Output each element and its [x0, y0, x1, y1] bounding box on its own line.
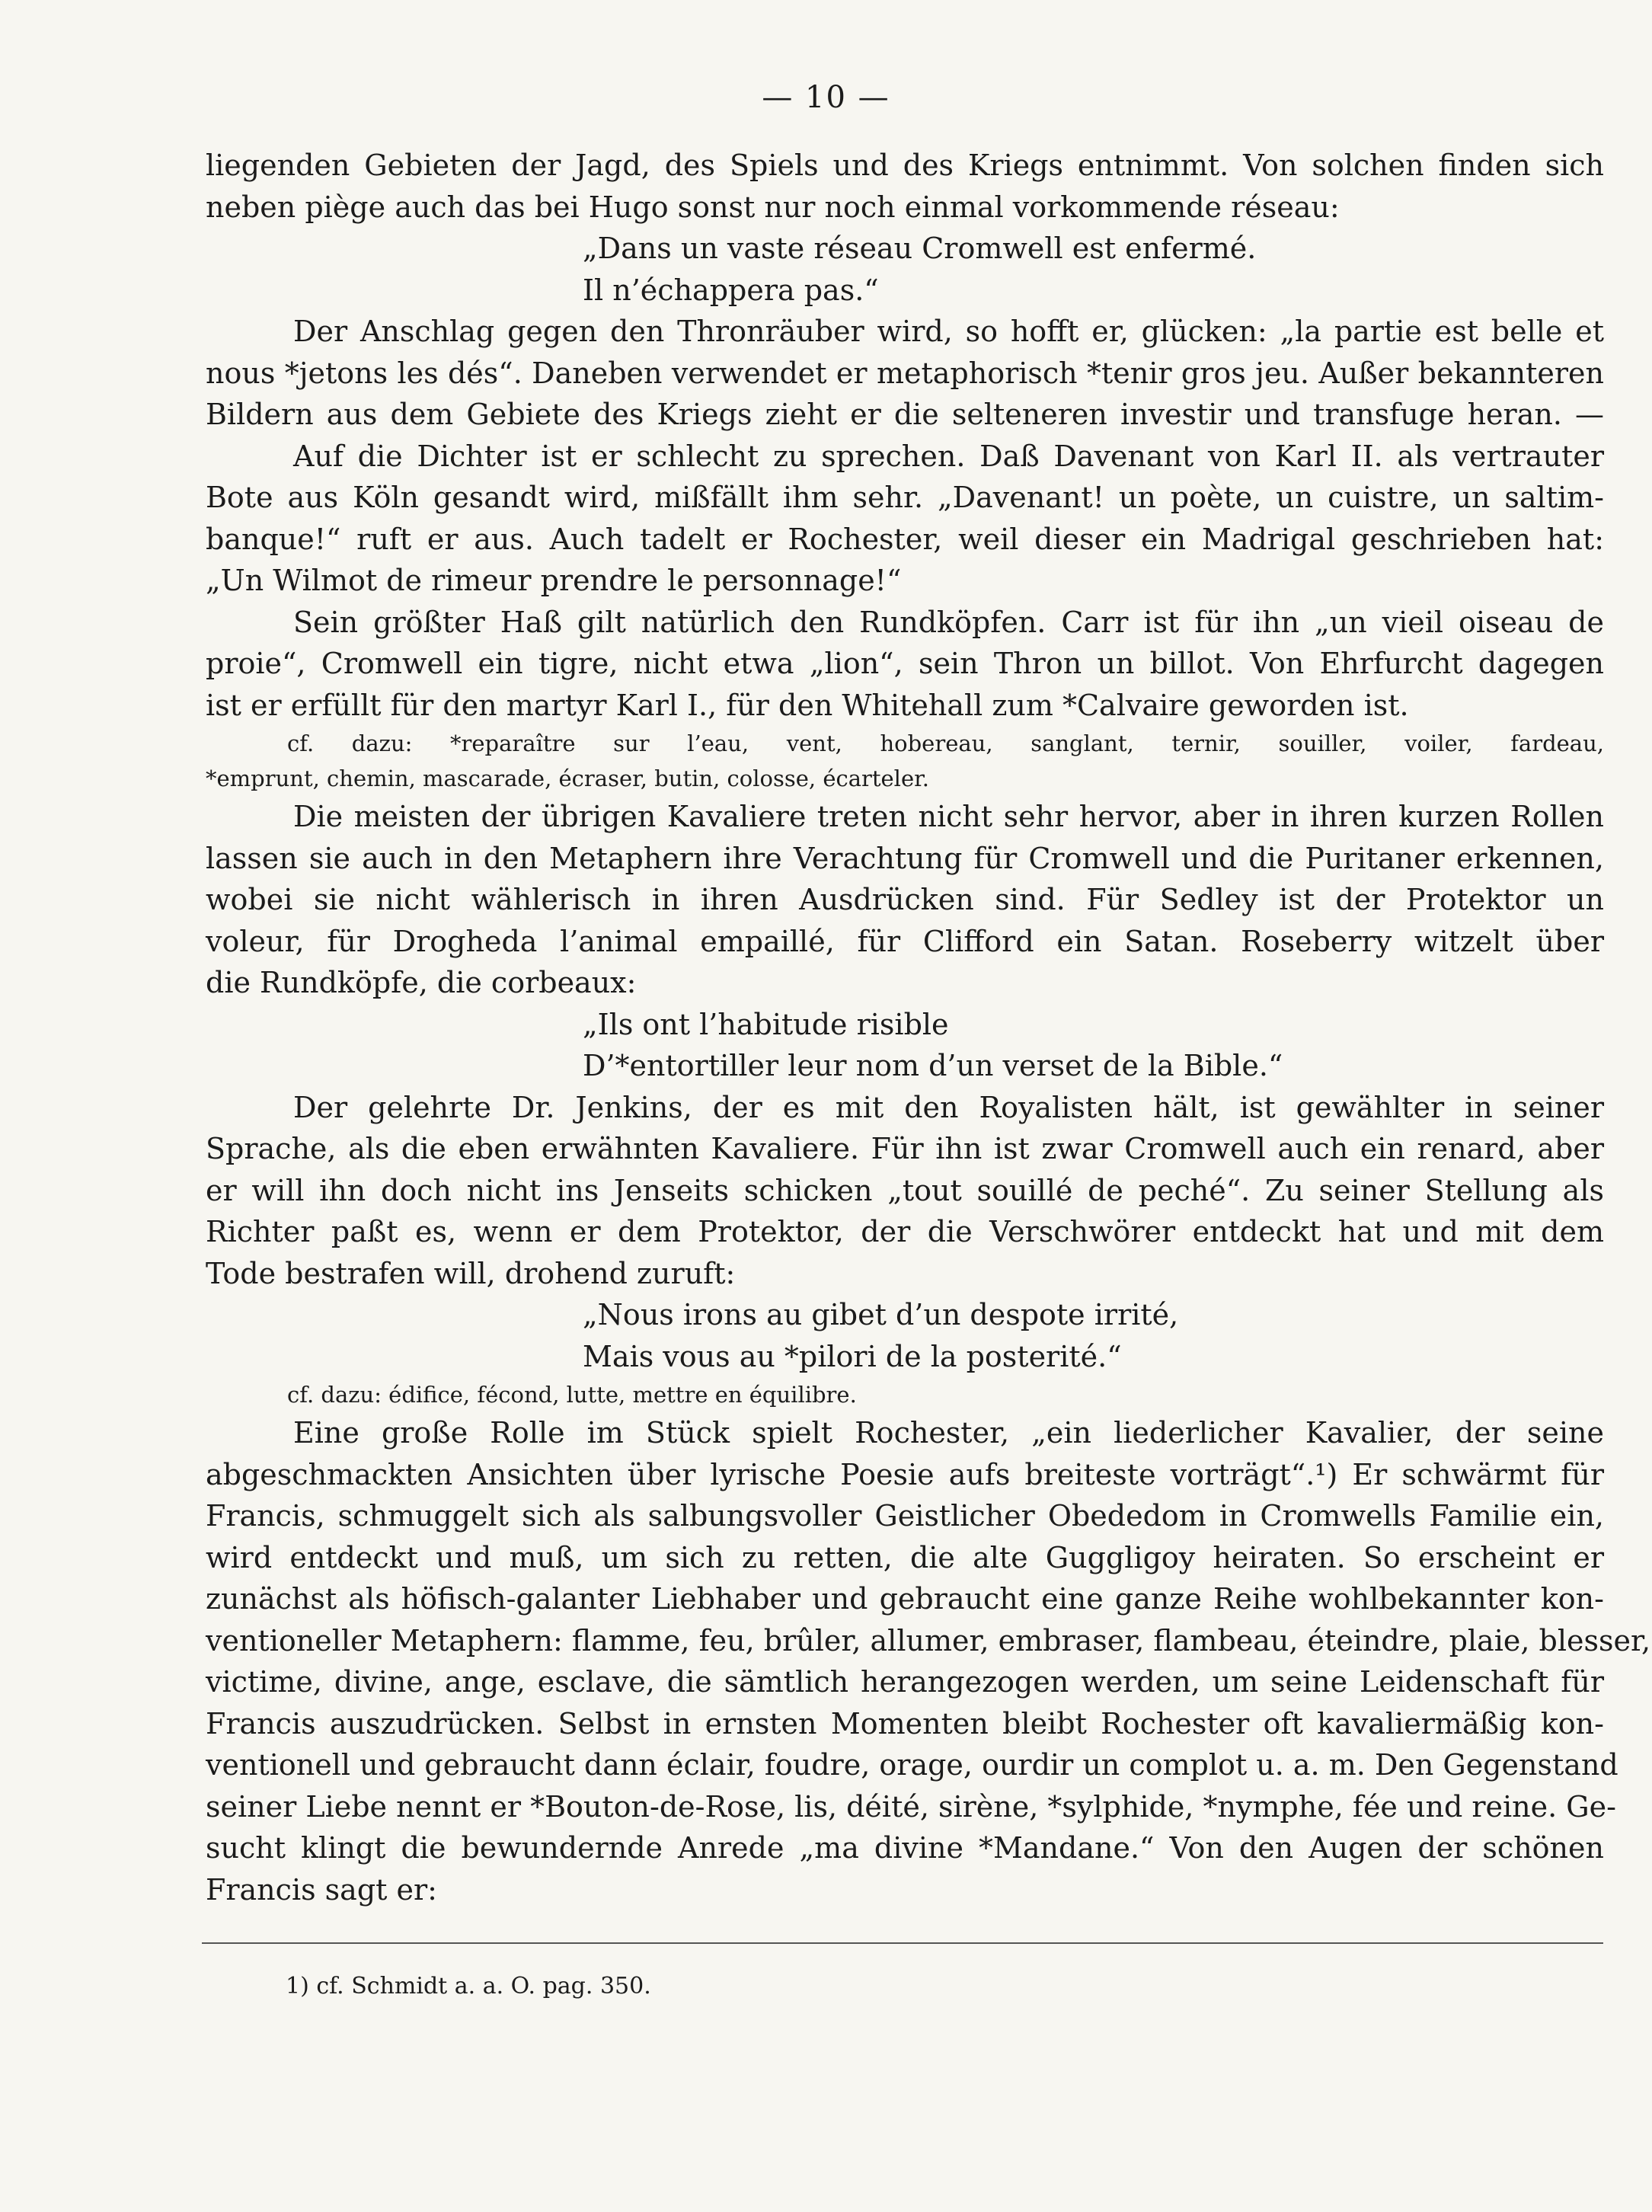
- verse-line: „Dans un vaste réseau Cromwell est enfermé.: [583, 232, 1257, 265]
- text-line: nous *jetons les dés“. Daneben verwendet er metaphorisch *tenir gros jeu. Außer bekannteren: [206, 356, 1604, 390]
- note-line: cf. dazu: édifice, fécond, lutte, mettre en équilibre.: [287, 1382, 857, 1408]
- text-line: liegenden Gebieten der Jagd, des Spiels und des Kriegs entnimmt. Von solchen finden sich: [206, 149, 1604, 182]
- main-text: [206, 145, 1651, 1910]
- text-line: neben piège auch das bei Hugo sonst nur noch einmal vorkommende réseau:: [206, 190, 1340, 224]
- verse-line: „Ils ont l’habitude risible: [583, 1007, 949, 1041]
- text-line: Francis auszudrücken. Selbst in ernsten Momenten bleibt Rochester oft kavaliermäßig kon-: [206, 1706, 1604, 1741]
- text-line: Francis sagt er:: [206, 1872, 437, 1907]
- verse-line: Mais vous au *pilori de la posterité.“: [583, 1339, 1122, 1373]
- text-line: Der Anschlag gegen den Thronräuber wird, so hofft er, glücken: „la partie est belle et: [293, 315, 1604, 348]
- page-number: — 10 —: [762, 80, 890, 115]
- text-line: wird entdeckt und muß, um sich zu retten, die alte Guggligoy heiraten. So erscheint er: [206, 1540, 1604, 1574]
- text-line: ist er erfüllt für den martyr Karl I., für den Whitehall zum *Calvaire geworden ist.: [206, 688, 1409, 722]
- text-line: Sein größter Haß gilt natürlich den Rundköpfen. Carr ist für ihn „un vieil oiseau de: [293, 605, 1604, 639]
- text-line: Francis, schmuggelt sich als salbungsvoller Geistlicher Obededom in Cromwells Familie ein,: [206, 1499, 1604, 1533]
- text-line: seiner Liebe nennt er *Bouton-de-Rose, lis, déité, sirène, *sylphide, *nymphe, fée und reine. Ge-: [206, 1789, 1616, 1824]
- note-line: cf. dazu: *reparaître sur l’eau, vent, hobereau, sanglant, ternir, souiller, voiler, fardeau,: [287, 730, 1604, 756]
- text-line: Bildern aus dem Gebiete des Kriegs zieht er die selteneren investir und transfuge heran. —: [206, 398, 1604, 431]
- text-line: Bote aus Köln gesandt wird, mißfällt ihm sehr. „Davenant! un poète, un cuistre, un saltim-: [206, 481, 1604, 514]
- text-line: sucht klingt die bewundernde Anrede „ma divine *Mandane.“ Von den Augen der schönen: [206, 1831, 1604, 1865]
- verse-line: „Nous irons au gibet d’un despote irrité,: [583, 1298, 1179, 1331]
- text-line: zunächst als höfisch-galanter Liebhaber und gebraucht eine ganze Reihe wohlbekannter kon-: [206, 1582, 1604, 1616]
- text-line: voleur, für Drogheda l’animal empaillé, für Clifford ein Satan. Roseberry witzelt über: [206, 924, 1604, 958]
- text-line: ventioneller Metaphern: flamme, feu, brûler, allumer, embraser, flambeau, éteindre, plaie, blesser,: [206, 1623, 1651, 1657]
- text-line: ventionell und gebraucht dann éclair, foudre, orage, ourdir un complot u. a. m. Den Gegenstand: [206, 1748, 1618, 1782]
- footnote-text: cf. Schmidt a. a. O. pag. 350.: [316, 1973, 651, 1999]
- text-line: victime, divine, ange, esclave, die sämtlich herangezogen werden, um seine Leidenschaft für: [206, 1665, 1604, 1699]
- text-line: Richter paßt es, wenn er dem Protektor, der die Verschwörer entdeckt hat und mit dem: [206, 1215, 1604, 1248]
- text-line: proie“, Cromwell ein tigre, nicht etwa „lion“, sein Thron un billot. Von Ehrfurcht dagegen: [206, 647, 1604, 680]
- text-line: Der gelehrte Dr. Jenkins, der es mit den Royalisten hält, ist gewählter in seiner: [293, 1090, 1604, 1124]
- text-line: Sprache, als die eben erwähnten Kavaliere. Für ihn ist zwar Cromwell auch ein renard, aber: [206, 1132, 1604, 1165]
- text-line: Tode bestrafen will, drohend zuruft:: [206, 1256, 736, 1290]
- text-line: er will ihn doch nicht ins Jenseits schicken „tout souillé de peché“. Zu seiner Stellung als: [206, 1173, 1604, 1207]
- text-line: Eine große Rolle im Stück spielt Rochester, „ein liederlicher Kavalier, der seine: [293, 1416, 1604, 1450]
- text-line: lassen sie auch in den Metaphern ihre Verachtung für Cromwell und die Puritaner erkennen,: [206, 841, 1604, 875]
- text-line: Auf die Dichter ist er schlecht zu sprechen. Daß Davenant von Karl II. als vertrauter: [293, 439, 1604, 473]
- verse-line: D’*entortiller leur nom d’un verset de la Bible.“: [583, 1049, 1283, 1082]
- text-line: wobei sie nicht wählerisch in ihren Ausdrücken sind. Für Sedley ist der Protektor un: [206, 883, 1604, 916]
- text-line: abgeschmackten Ansichten über lyrische Poesie aufs breiteste vorträgt“.¹) Er schwärmt für: [206, 1457, 1604, 1491]
- text-line: die Rundköpfe, die corbeaux:: [206, 966, 637, 999]
- text-line: „Un Wilmot de rimeur prendre le personnage!“: [206, 564, 902, 597]
- footnote: [286, 1970, 651, 2003]
- note-line: *emprunt, chemin, mascarade, écraser, butin, colosse, écarteler.: [206, 766, 930, 791]
- footnote-marker: 1): [286, 1973, 309, 1999]
- verse-line: Il n’échappera pas.“: [583, 273, 879, 307]
- text-line: Die meisten der übrigen Kavaliere treten nicht sehr hervor, aber in ihren kurzen Rollen: [293, 800, 1604, 833]
- footnote-divider: [202, 1942, 1603, 1944]
- text-line: banque!“ ruft er aus. Auch tadelt er Rochester, weil dieser ein Madrigal geschrieben hat:: [206, 522, 1604, 556]
